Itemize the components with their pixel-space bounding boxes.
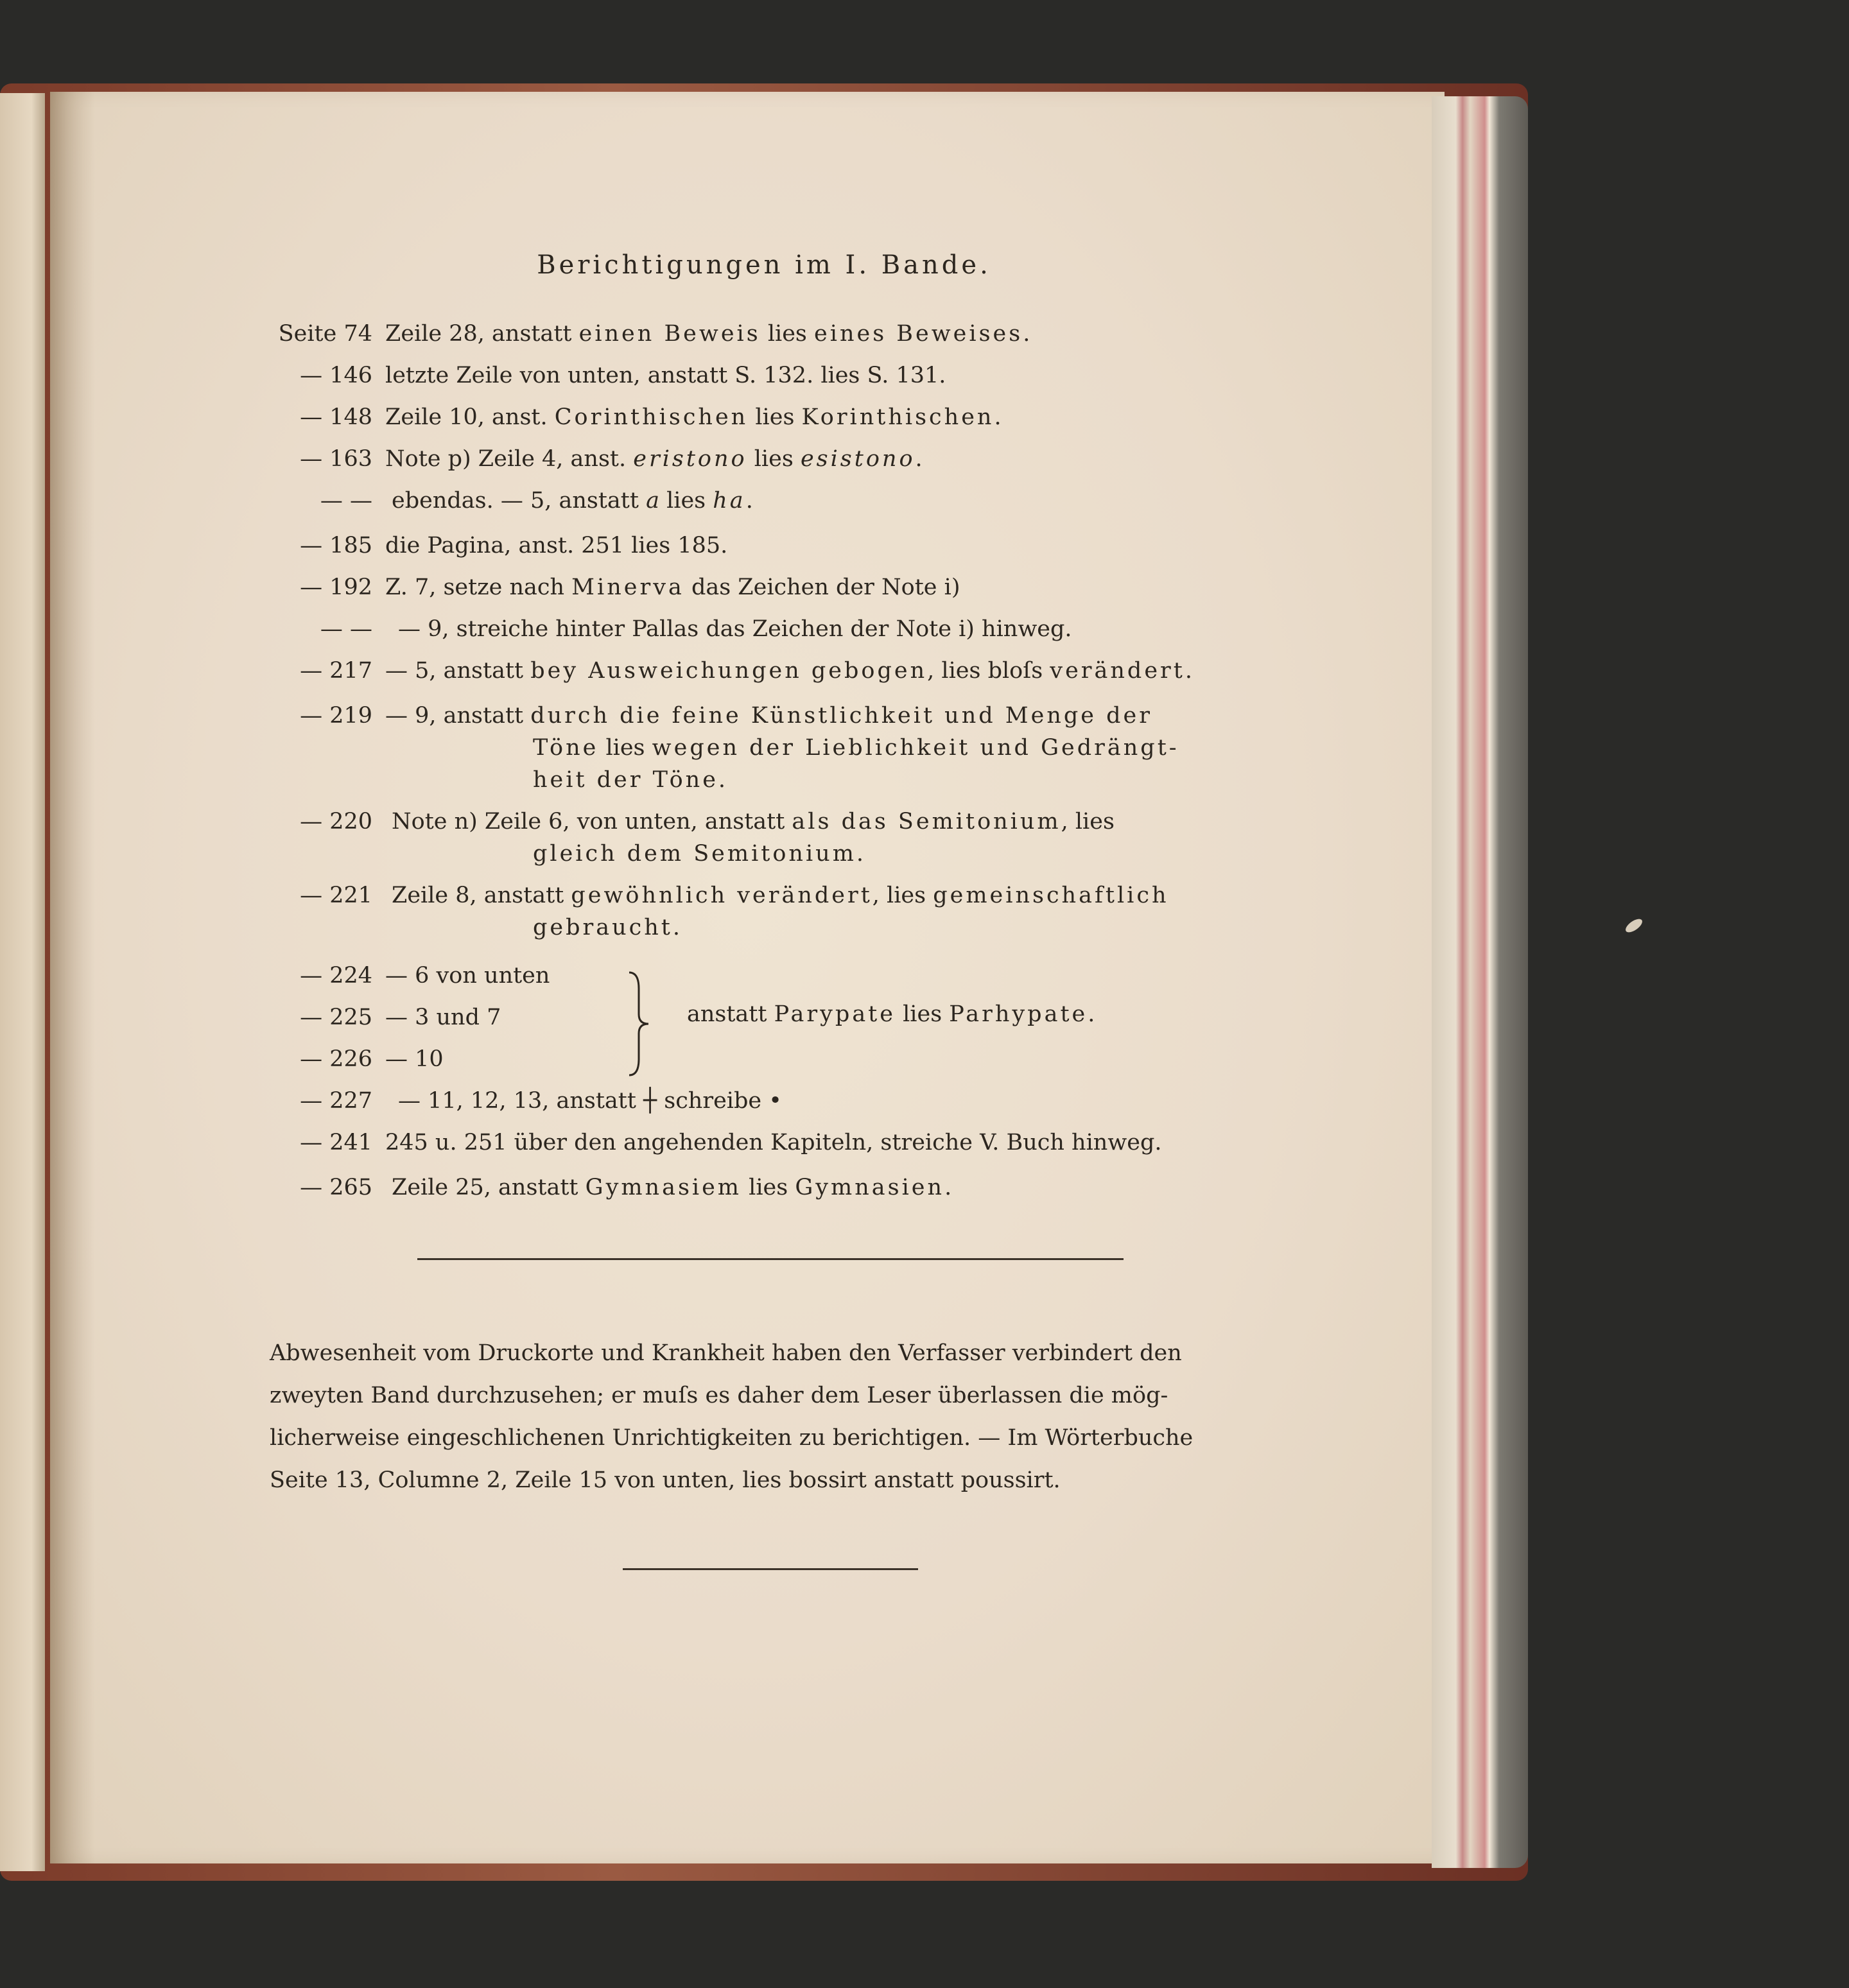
page-ref: — 225 (300, 1005, 372, 1030)
correction-text: gleich dem Semitonium. (533, 841, 867, 867)
correction-text: ebendas. — 5, anstatt a lies ha. (392, 488, 753, 514)
correction-text: die Pagina, anst. 251 lies 185. (385, 533, 728, 558)
page-ref: — 185 (300, 533, 372, 558)
correction-text: Zeile 28, anstatt einen Beweis lies eines Beweises. (385, 321, 1030, 347)
page-ref: — 227 (300, 1088, 372, 1114)
brace-correction: anstatt Parypate lies Parhypate. (687, 1001, 1095, 1027)
correction-text: — 9, streiche hinter Pallas das Zeichen der Note i) hinweg. (398, 616, 1072, 642)
footnote-line: licherweise eingeschlichenen Unrichtigkeiten zu berichtigen. — Im Wörterbuche (270, 1425, 1194, 1451)
correction-text: letzte Zeile von unten, anstatt S. 132. lies S. 131. (385, 363, 946, 388)
page-ref: — 192 (300, 575, 372, 600)
page-ref: — 163 (300, 446, 372, 472)
correction-text: Zeile 25, anstatt Gymnasiem lies Gymnasien. (392, 1175, 952, 1200)
correction-text: heit der Töne. (533, 767, 729, 793)
page-ref: — 217 (300, 658, 372, 684)
page-ref: — — (320, 488, 372, 514)
page-ref: — — (320, 616, 372, 642)
page-ref: — 220 (300, 809, 372, 834)
footnote-line: zweyten Band durchzusehen; er muſs es daher dem Leser überlassen die mög- (270, 1383, 1168, 1408)
page-ref: — 221 (300, 883, 372, 908)
line-ref: — 3 und 7 (385, 1005, 501, 1030)
correction-text: Töne lies wegen der Lieblichkeit und Gedrängt- (533, 735, 1179, 761)
correction-text: Note n) Zeile 6, von unten, anstatt als das Semitonium, lies (392, 809, 1115, 834)
footnote (270, 1332, 1265, 1501)
correction-text: Zeile 10, anst. Corinthischen lies Korinthischen. (385, 404, 1002, 430)
page-ref: — 265 (300, 1175, 372, 1200)
separator-rule (417, 1258, 1124, 1260)
curly-brace-icon (626, 969, 652, 1078)
page-ref: — 146 (300, 363, 372, 388)
page-ref: — 241 (300, 1130, 372, 1155)
footnote-line: Seite 13, Columne 2, Zeile 15 von unten, lies bossirt anstatt poussirt. (270, 1467, 1061, 1493)
correction-text: Note p) Zeile 4, anst. eristono lies esistono. (385, 446, 923, 472)
page-ref: — 219 (300, 703, 372, 729)
page-ref: — 226 (300, 1046, 372, 1072)
left-page-edge (0, 93, 45, 1871)
correction-text: gebraucht. (533, 915, 682, 940)
end-rule (623, 1568, 918, 1570)
correction-text: 245 u. 251 über den angehenden Kapiteln, streiche V. Buch hinweg. (385, 1130, 1162, 1155)
correction-text: Zeile 8, anstatt gewöhnlich verändert, lies gemeinschaftlich (392, 883, 1169, 908)
gutter-shadow (50, 92, 95, 1863)
line-ref: — 6 von unten (385, 963, 550, 989)
page-title: Berichtigungen im I. Bande. (537, 250, 991, 280)
correction-text: — 5, anstatt bey Ausweichungen gebogen, lies bloſs verändert. (385, 658, 1192, 684)
page-ref: — 148 (300, 404, 372, 430)
page-edges (1432, 96, 1528, 1868)
page-ref: Seite 74 (278, 321, 372, 347)
correction-text: — 9, anstatt durch die feine Künstlichkeit und Menge der (385, 703, 1152, 729)
page-ref: — 224 (300, 963, 372, 989)
correction-text: — 11, 12, 13, anstatt ┼ schreibe • (398, 1088, 782, 1114)
line-ref: — 10 (385, 1046, 444, 1072)
correction-text: Z. 7, setze nach Minerva das Zeichen der Note i) (385, 575, 960, 600)
footnote-line: Abwesenheit vom Druckorte und Krankheit haben den Verfasser verbindert den (270, 1340, 1182, 1366)
